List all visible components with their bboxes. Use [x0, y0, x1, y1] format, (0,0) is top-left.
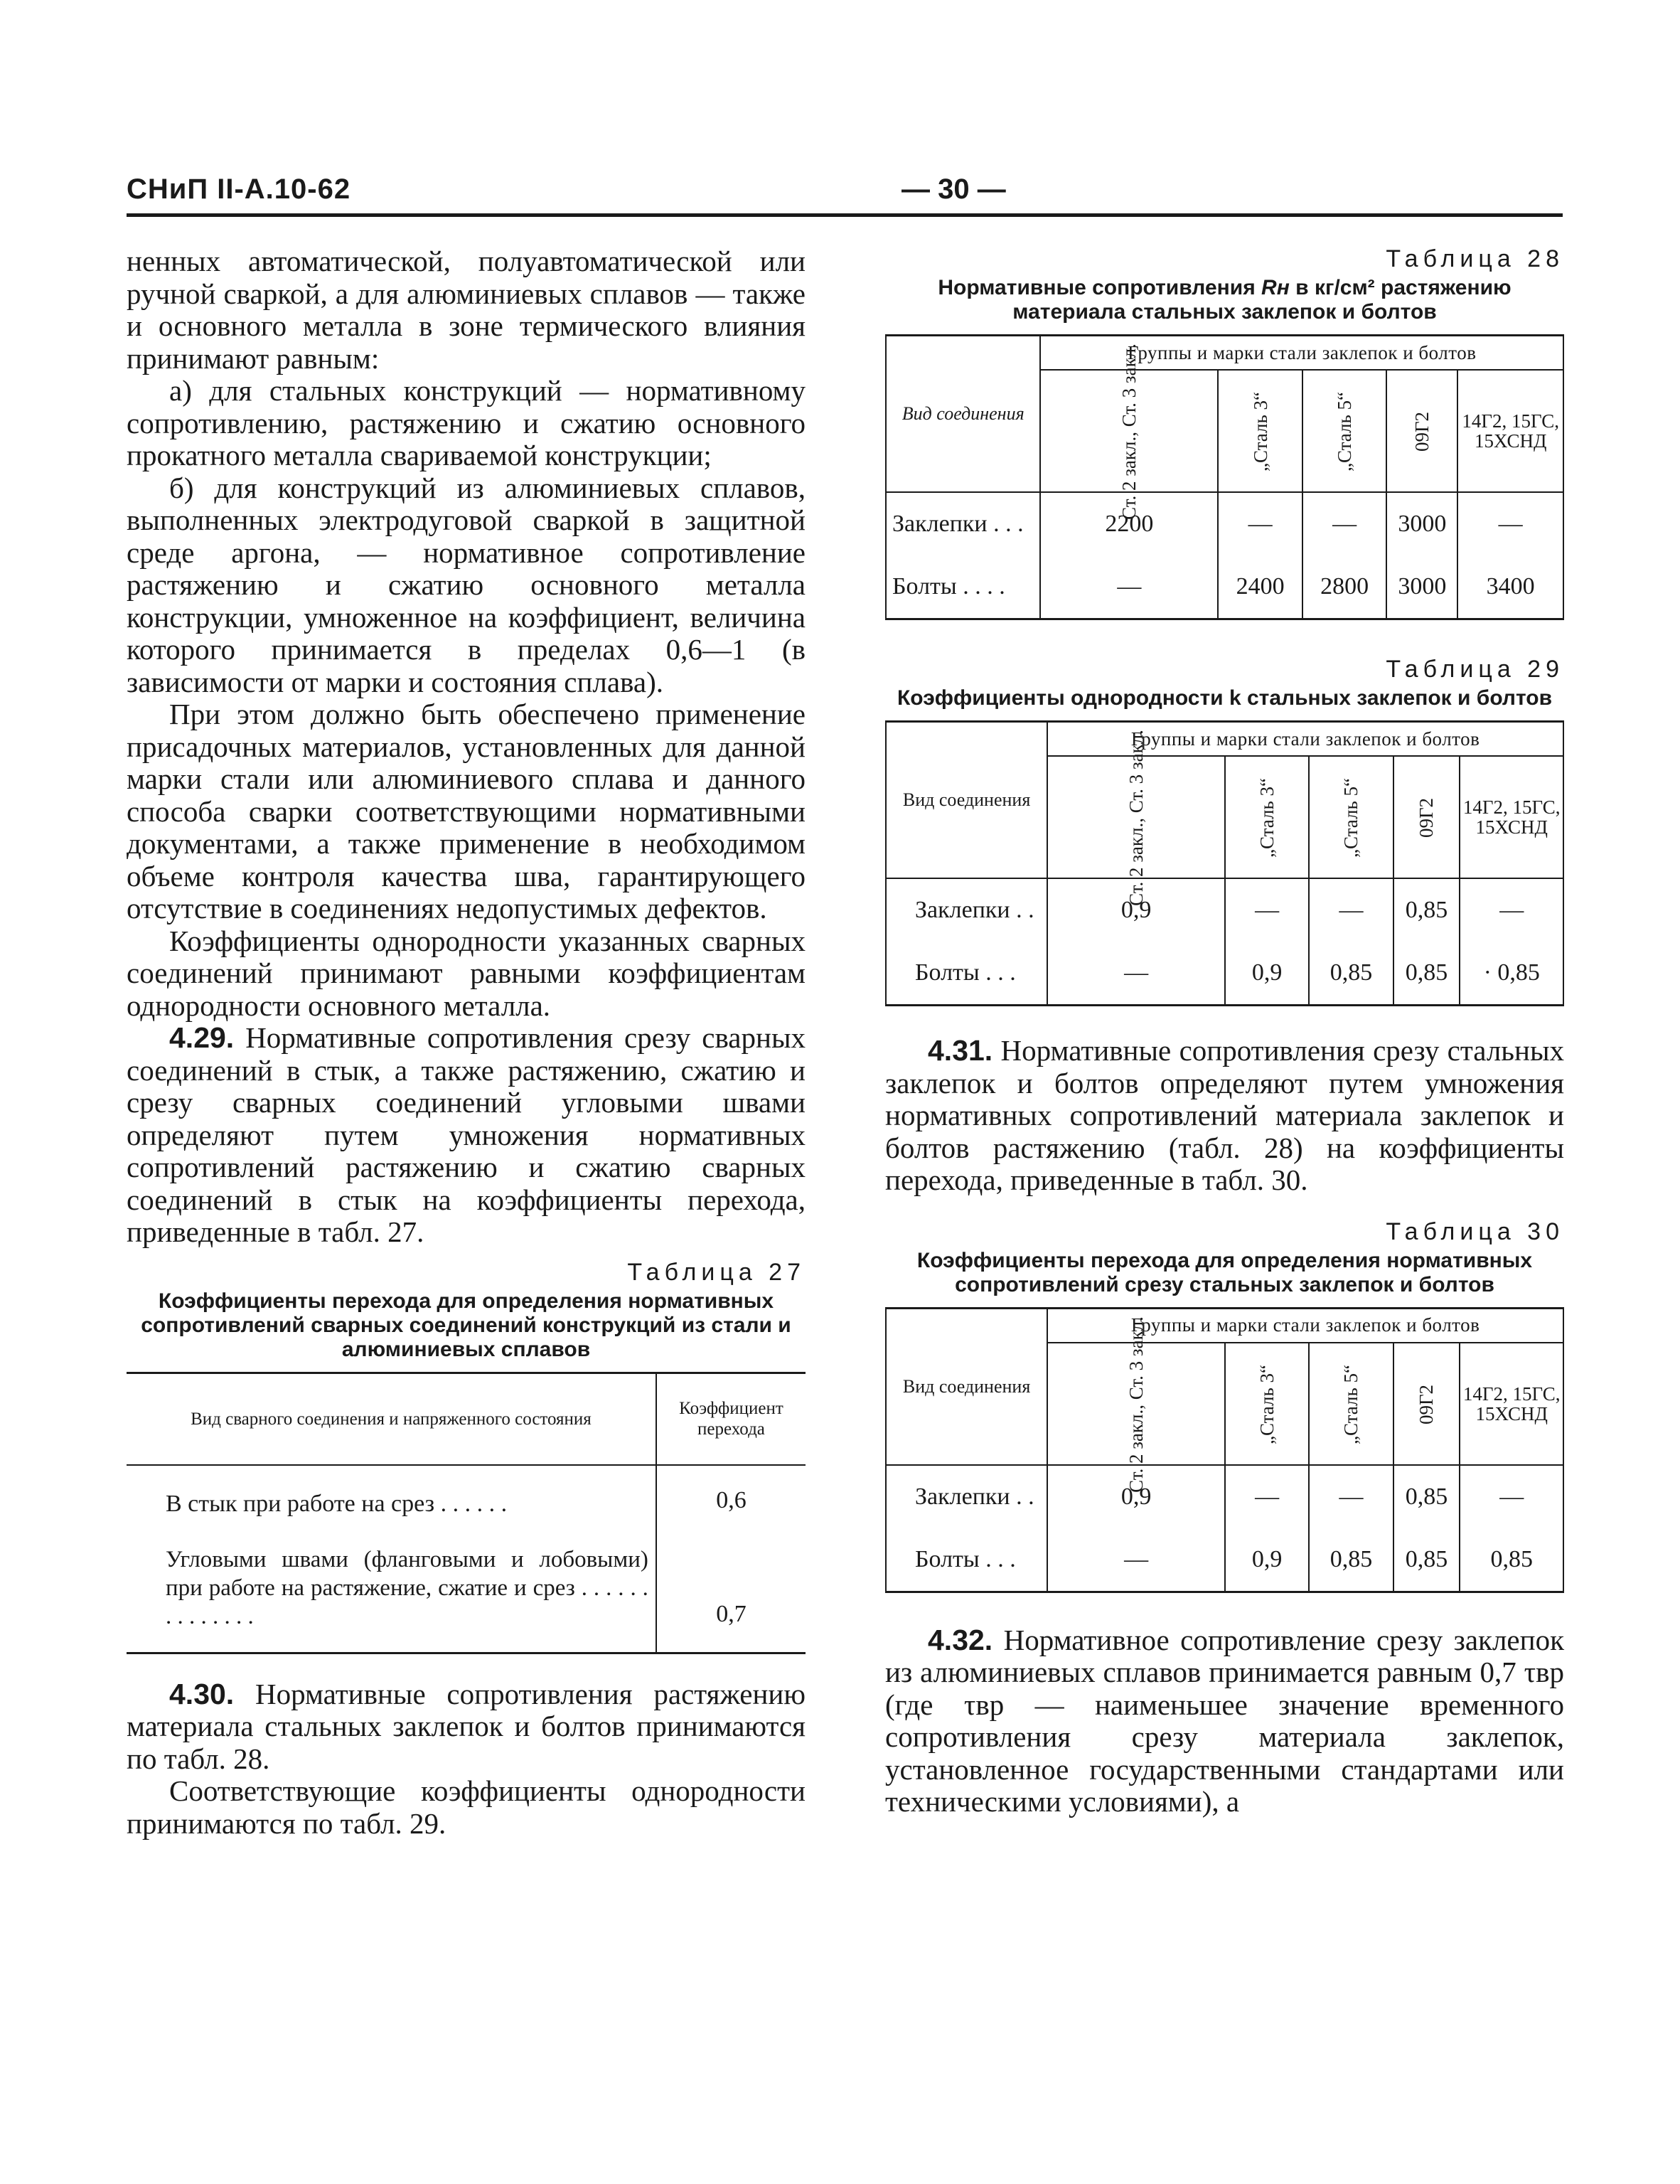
cell: —	[1309, 878, 1393, 942]
cell: —	[1460, 878, 1563, 942]
cell: 3000	[1386, 492, 1457, 555]
column-header-kind: Вид соединения	[886, 336, 1040, 493]
table-29	[885, 720, 1564, 1006]
table-caption	[885, 276, 1564, 324]
cell: —	[1225, 878, 1309, 942]
column-header: 09Г2	[1393, 1343, 1460, 1465]
column-group-header: Группы и марки стали заклепок и болтов	[1047, 722, 1563, 757]
paragraph: Коэффициенты однородности указанных сварных соединений принимают равными коэффициентам однородности основного металла.	[127, 924, 806, 1022]
clause-text: Нормативные сопротивления срезу сварных соединений в стык, а также растяжению, сжатию и срезу сварных соединений угловыми швами определяют путем умножения нормативных сопротивлений растяжению и сжатию сварных соединений в стык на коэффициенты перехода, приведенные в табл. 27.	[127, 1021, 806, 1248]
paragraph: а) для стальных конструкций — нормативному сопротивлению, растяжению и сжатию основного прокатного металла свариваемой конструкции;	[127, 374, 806, 472]
table-label: Таблица 29	[1386, 656, 1564, 683]
cell: —	[1047, 942, 1225, 1006]
row-label: Заклепки . .	[886, 1465, 1047, 1528]
clause-text: Нормативные сопротивления срезу стальных заклепок и болтов определяют путем умножения нормативных сопротивлений материала заклепок и болтов растяжению (табл. 28) на коэффициенты перехода, приведенные в табл. 30.	[885, 1034, 1564, 1196]
column-group-header: Группы и марки стали заклепок и болтов	[1047, 1308, 1563, 1343]
left-column	[127, 245, 806, 1840]
clause-number: 4.29.	[169, 1021, 235, 1054]
column-header: 14Г2, 15ГС, 15ХСНД	[1460, 1343, 1563, 1465]
cell: 0,9	[1047, 878, 1225, 942]
column-header: „Сталь 5“	[1302, 370, 1387, 492]
cell: —	[1309, 1465, 1393, 1528]
cell: 3000	[1386, 555, 1457, 619]
row-label: Болты . . . .	[886, 555, 1040, 619]
clause-number: 4.30.	[169, 1677, 235, 1710]
cell: 0,85	[1393, 942, 1460, 1006]
table-30-block	[885, 1218, 1564, 1593]
cell: 0,85	[1393, 1465, 1460, 1528]
cell: —	[1302, 492, 1387, 555]
column-header: „Сталь 5“	[1309, 1343, 1393, 1465]
column-header: Коэффициент перехода	[656, 1373, 806, 1465]
table-row	[127, 1535, 806, 1653]
table-27-block	[127, 1259, 806, 1654]
table-caption: Коэффициенты однородности k стальных заклепок и болтов	[897, 686, 1553, 710]
column-header: 14Г2, 15ГС, 15ХСНД	[1460, 756, 1563, 878]
clause-text: Нормативное сопротивление срезу заклепок из алюминиевых сплавов принимается равным 0,7 τвр (где τвр — наименьшее значение временного сопротивления срезу материала заклепок, установленное государственными стандартами или техническими условиями), а	[885, 1623, 1564, 1818]
cell: 3400	[1457, 555, 1563, 619]
cell: —	[1460, 1465, 1563, 1528]
row-label: Угловыми швами (фланговыми и лобовыми) при работе на растяжение, сжатие и срез . . . . . . . . . . . . . .	[127, 1535, 656, 1653]
table-label: Таблица 28	[1386, 245, 1564, 272]
column-header: „Сталь 3“	[1218, 370, 1302, 492]
cell: 0,9	[1047, 1465, 1225, 1528]
cell: 2400	[1218, 555, 1302, 619]
cell: —	[1040, 555, 1218, 619]
paragraph: При этом должно быть обеспечено применение присадочных материалов, установленных для данной марки стали или алюминиевого сплава и данного способа сварки соответствующими нормативными документами, а также применение в необходимом объеме контроля качества шва, гарантирующего отсутствие в соединениях недопустимых дефектов.	[127, 698, 806, 925]
table-row	[127, 1465, 806, 1535]
column-header: 14Г2, 15ГС, 15ХСНД	[1457, 370, 1563, 492]
table-28-block	[885, 245, 1564, 620]
cell: · 0,85	[1460, 942, 1563, 1006]
table-row	[886, 1465, 1563, 1528]
cell: 0,9	[1225, 1528, 1309, 1592]
column-header: Ст. 2 закл., Ст. 3 закл.	[1047, 756, 1225, 878]
table-row	[886, 878, 1563, 942]
page-header	[127, 171, 1563, 217]
cell: 2800	[1302, 555, 1387, 619]
paragraph-4-32	[885, 1624, 1564, 1818]
column-group-header: Группы и марки стали заклепок и болтов	[1040, 336, 1563, 371]
table-label: Таблица 27	[627, 1258, 806, 1286]
cell: —	[1218, 492, 1302, 555]
row-value: 0,7	[656, 1535, 806, 1653]
column-header: Ст. 2 закл., Ст. 3 закл.	[1040, 370, 1218, 492]
column-header: Вид сварного соединения и напряженного состояния	[127, 1373, 656, 1465]
cell: —	[1457, 492, 1563, 555]
clause-number: 4.32.	[928, 1623, 993, 1656]
cell: 0,9	[1225, 942, 1309, 1006]
table-29-block	[885, 656, 1564, 1006]
caption-text: в кг/см² растяжению материала стальных заклепок и болтов	[1012, 276, 1512, 324]
caption-text: Нормативные сопротивления	[938, 276, 1262, 299]
clause-number: 4.31.	[928, 1034, 993, 1067]
cell: 2200	[1040, 492, 1218, 555]
column-header: 09Г2	[1386, 370, 1457, 492]
column-header: Ст. 2 закл., Ст. 3 закл.	[1047, 1343, 1225, 1465]
table-caption: Коэффициенты перехода для определения нормативных сопротивлений сварных соединений конструкций из стали и алюминиевых сплавов	[141, 1289, 791, 1361]
cell: 0,85	[1393, 878, 1460, 942]
row-label: В стык при работе на срез . . . . . .	[127, 1465, 656, 1535]
table-30	[885, 1307, 1564, 1593]
table-row	[886, 492, 1563, 555]
row-label: Болты . . .	[886, 942, 1047, 1006]
paragraph: б) для конструкций из алюминиевых сплавов, выполненных электродуговой сваркой в защитной среде аргона, — нормативное сопротивление растяжению и сжатию основного металла конструкции, умноженное на коэффициент, величина которого принимается в пределах 0,6—1 (в зависимости от марки и состояния сплава).	[127, 471, 806, 698]
column-header: „Сталь 5“	[1309, 756, 1393, 878]
row-label: Заклепки . . .	[886, 492, 1040, 555]
cell: —	[1047, 1528, 1225, 1592]
table-27	[127, 1372, 806, 1654]
cell: 0,85	[1460, 1528, 1563, 1592]
table-row	[886, 555, 1563, 619]
row-label: Болты . . .	[886, 1528, 1047, 1592]
table-28	[885, 334, 1564, 620]
row-label: Заклепки . .	[886, 878, 1047, 942]
clause-text: Нормативные сопротивления растяжению материала стальных заклепок и болтов принимаются по табл. 28.	[127, 1677, 806, 1775]
paragraph-4-29	[127, 1022, 806, 1249]
table-caption: Коэффициенты перехода для определения нормативных сопротивлений срезу стальных заклепок и болтов	[916, 1248, 1533, 1296]
paragraph-4-30	[127, 1678, 806, 1776]
column-header-kind: Вид соединения	[886, 1308, 1047, 1465]
table-label: Таблица 30	[1386, 1218, 1564, 1245]
cell: 0,85	[1309, 1528, 1393, 1592]
column-header: „Сталь 3“	[1225, 1343, 1309, 1465]
table-row	[886, 942, 1563, 1006]
cell: 0,85	[1393, 1528, 1460, 1592]
right-column	[885, 245, 1564, 1818]
column-header-kind: Вид соединения	[886, 722, 1047, 879]
table-row	[886, 1528, 1563, 1592]
paragraph: ненных автоматической, полуавтоматической или ручной сваркой, а для алюминиевых сплавов — также и основного металла в зоне термического влияния принимают равным:	[127, 245, 806, 375]
column-header: 09Г2	[1393, 756, 1460, 878]
column-header: „Сталь 3“	[1225, 756, 1309, 878]
caption-symbol: Rн	[1261, 276, 1290, 299]
cell: 0,85	[1309, 942, 1393, 1006]
cell: —	[1225, 1465, 1309, 1528]
paragraph: Соответствующие коэффициенты однородности принимаются по табл. 29.	[127, 1774, 806, 1840]
page-number: — 30 —	[901, 174, 1006, 205]
paragraph-4-31	[885, 1035, 1564, 1197]
document-code: СНиП II-А.10-62	[127, 174, 351, 205]
row-value: 0,6	[656, 1465, 806, 1535]
